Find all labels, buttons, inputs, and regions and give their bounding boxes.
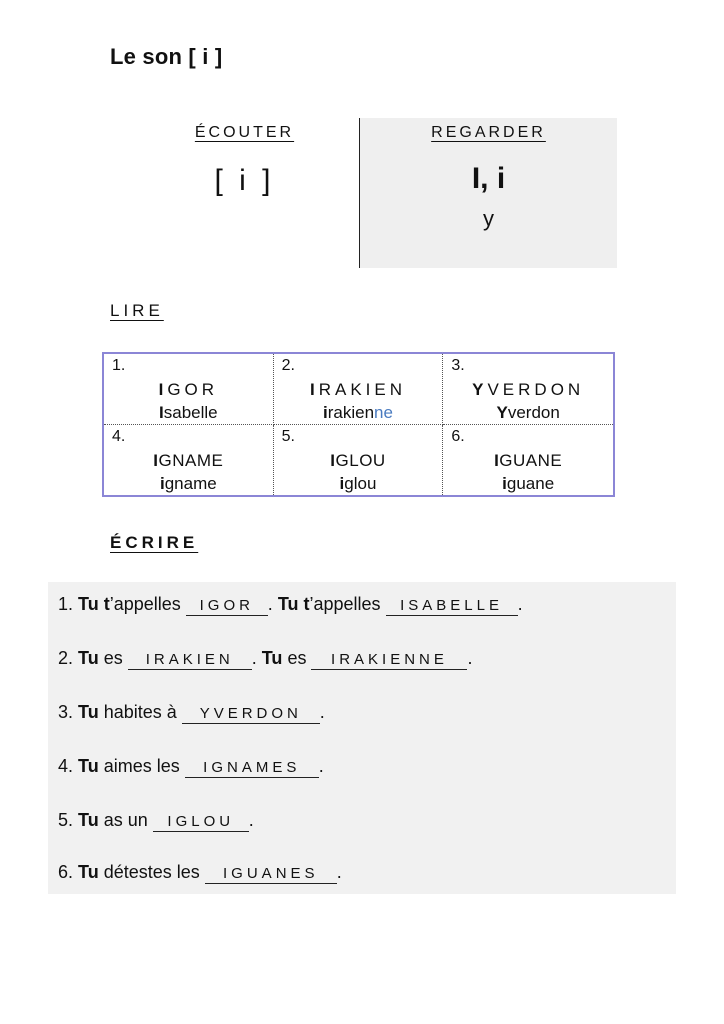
reading-cell (274, 425, 444, 496)
answer-blank[interactable]: ISABELLE (386, 597, 518, 616)
answer-blank[interactable]: IGLOU (153, 813, 249, 832)
listen-section (130, 118, 360, 268)
answer-blank[interactable]: IGNAMES (185, 759, 319, 778)
word-upper: IGOR (158, 380, 219, 399)
word-lower: Yverdon (496, 403, 560, 422)
read-heading: LIRE (110, 301, 164, 320)
reading-cell (443, 354, 613, 425)
look-heading: REGARDER (431, 124, 546, 141)
reading-cell (443, 425, 613, 496)
sentence-1: 1. Tu t’appelles IGOR . Tu t’appelles ISABELLE . (58, 594, 523, 614)
reading-grid (102, 352, 615, 497)
answer-blank[interactable]: IGOR (186, 597, 268, 616)
page-title: Le son [ i ] (110, 44, 223, 69)
sentence-5: 5. Tu as un IGLOU . (58, 810, 254, 830)
word-upper: IGUANE (494, 450, 563, 470)
reading-cell (104, 425, 274, 496)
word-upper: IGNAME (153, 450, 224, 470)
word-lower: iglou (339, 473, 377, 493)
answer-blank[interactable]: IRAKIEN (128, 651, 252, 670)
answer-blank[interactable]: YVERDON (182, 705, 320, 724)
listen-heading: ÉCOUTER (194, 124, 295, 141)
word-lower: Isabelle (159, 403, 218, 422)
write-heading: ÉCRIRE (110, 533, 199, 552)
answer-blank[interactable]: IGUANES (205, 865, 337, 884)
writing-exercise (48, 582, 676, 894)
listen-look-panel (130, 118, 617, 268)
sentence-4: 4. Tu aimes les IGNAMES . (58, 756, 324, 776)
reading-cell (274, 354, 444, 425)
reading-cell (104, 354, 274, 425)
cell-number: 1. (112, 357, 126, 374)
answer-blank[interactable]: IRAKIENNE (311, 651, 467, 670)
cell-number: 4. (112, 427, 126, 445)
word-upper: IRAKIEN (309, 380, 406, 399)
phoneme: [ i ] (214, 164, 275, 197)
cell-number: 2. (281, 357, 295, 374)
cell-number: 5. (281, 427, 295, 445)
sentence-6: 6. Tu détestes les IGUANES . (58, 862, 342, 882)
look-section (360, 118, 617, 268)
cell-number: 6. (451, 427, 465, 445)
grapheme-alt: y (483, 206, 494, 231)
word-lower: irakienne (323, 403, 393, 422)
grapheme-letters: I, i (471, 162, 506, 195)
sentence-2: 2. Tu es IRAKIEN . Tu es IRAKIENNE . (58, 648, 473, 668)
word-upper: IGLOU (330, 450, 386, 470)
cell-number: 3. (451, 357, 465, 374)
sentence-3: 3. Tu habites à YVERDON . (58, 702, 325, 722)
word-lower: iguane (502, 473, 555, 493)
word-lower: igname (159, 473, 217, 493)
word-upper: YVERDON (472, 380, 585, 399)
